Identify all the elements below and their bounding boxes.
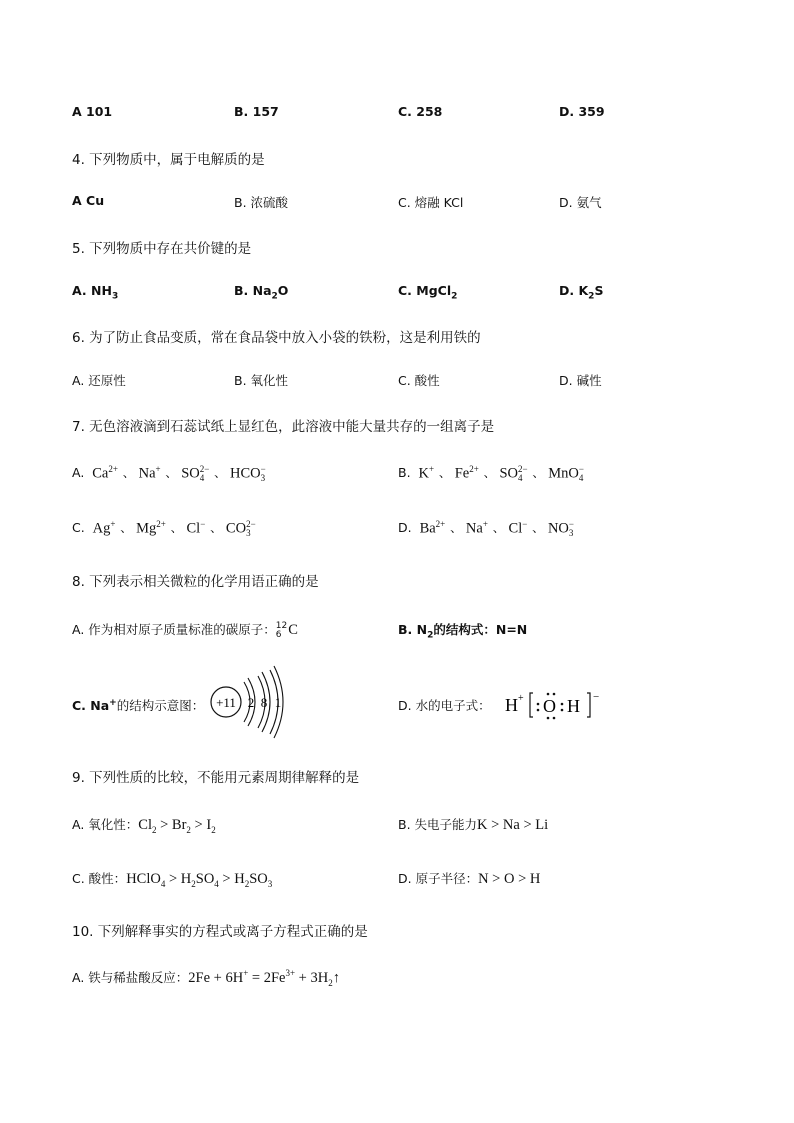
q5-option-a: A. $NH_3$ <box>72 283 119 302</box>
ion-separator: 、 <box>166 521 187 535</box>
ion: Ag + <box>92 518 116 536</box>
shell-count-2: 8 <box>260 695 268 710</box>
q7-a-ions <box>92 465 266 481</box>
q8-option-d: D. 水的电子式： <box>398 698 491 713</box>
q3-option-b: B. 157 <box>234 104 279 119</box>
ion-separator: 、 <box>161 466 182 480</box>
ion-separator: 、 <box>446 521 466 535</box>
ion: Cl − <box>186 518 206 536</box>
q7-stem: 7. 无色溶液滴到石蕊试纸上显红色，此溶液中能大量共存的一组离子是 <box>72 419 495 435</box>
ion-separator: 、 <box>118 466 139 480</box>
q3-option-d: D. 359 <box>559 104 605 119</box>
q6-option-b: B. 氧化性 <box>234 373 289 388</box>
ion: SO 2− 4 <box>181 463 210 483</box>
q6-stem: 6. 为了防止食品变质，常在食品袋中放入小袋的铁粉，这是利用铁的 <box>72 330 481 346</box>
q5-option-c: C. MgCl$_2$ <box>398 283 458 302</box>
q6-option-c: C. 酸性 <box>398 373 440 388</box>
q4-stem: 4. 下列物质中，属于电解质的是 <box>72 152 265 168</box>
ion-separator: 、 <box>210 466 230 480</box>
q6-option-a: A. 还原性 <box>72 373 126 388</box>
ion: K + <box>418 463 435 481</box>
svg-text:H: H <box>567 696 580 716</box>
q7-option-b: B. K + 、 Fe 2+ 、 SO 2− 4 、 MnO − 4 <box>398 463 584 483</box>
q9-option-b: B. 失电子能力K > Na > Li <box>398 817 549 833</box>
ion-separator: 、 <box>435 466 455 480</box>
q8-option-b: B. $N_2$的结构式：N=N <box>398 622 528 641</box>
q8-option-c: C. Na+的结构示意图： <box>72 697 205 713</box>
ion-separator: 、 <box>206 521 226 535</box>
q5-stem: 5. 下列物质中存在共价键的是 <box>72 241 252 257</box>
q9-option-a: A. 氧化性：$Cl_2 > Br_2 > I_2$ <box>72 817 216 835</box>
q9-option-d: D. 原子半径：N > O > H <box>398 871 541 887</box>
ion: Ba 2+ <box>419 518 446 536</box>
q3-option-c: C. 258 <box>398 104 443 119</box>
q4-option-a: A Cu <box>72 193 105 208</box>
q8-stem: 8. 下列表示相关微粒的化学用语正确的是 <box>72 574 319 590</box>
svg-text:H: H <box>505 695 518 715</box>
q4-option-c: C. 熔融 KCl <box>398 195 464 210</box>
ion: Na + <box>138 463 161 481</box>
ion: NO − 3 <box>547 518 574 538</box>
left-bracket <box>530 693 533 717</box>
shell-count-3: 1 <box>274 695 282 710</box>
nucleus-charge: +11 <box>216 695 236 710</box>
water-electron-formula <box>503 688 613 722</box>
ion-separator: 、 <box>479 466 500 480</box>
svg-text:+: + <box>518 693 524 704</box>
q8-option-a: A. 作为相对原子质量标准的碳原子： 12 6 C <box>72 620 298 640</box>
shell-count-1: 2 <box>247 695 255 710</box>
q5-option-d: D. $K_2S$ <box>559 283 604 302</box>
ion: HCO − 3 <box>230 463 266 483</box>
ion: Fe 2+ <box>454 463 479 481</box>
q7-option-c: C. Ag + 、 Mg 2+ 、 Cl − 、 CO 2− 3 <box>72 518 256 538</box>
q7-option-d: D. Ba 2+ 、 Na + 、 Cl − 、 NO − 3 <box>398 518 574 538</box>
ion-separator: 、 <box>528 521 548 535</box>
q7-d-ions <box>420 520 575 536</box>
q9-stem: 9. 下列性质的比较，不能用元素周期律解释的是 <box>72 770 360 786</box>
ion: Mg 2+ <box>136 518 166 536</box>
ion: CO 2− 3 <box>225 518 256 538</box>
q7-c-ions <box>93 520 257 536</box>
q7-b-ions <box>419 465 585 481</box>
right-bracket <box>587 693 590 717</box>
svg-text:O: O <box>543 696 556 716</box>
svg-text:−: − <box>593 691 600 703</box>
q10-option-a: A. 铁与稀盐酸反应：$2Fe + 6H^+ = 2Fe^{3+}$ + $3H_2↑$ <box>72 968 340 988</box>
ion: MnO − 4 <box>548 463 584 483</box>
q10-stem: 10. 下列解释事实的方程式或离子方程式正确的是 <box>72 924 368 940</box>
ion: SO 2− 4 <box>499 463 528 483</box>
ion-separator: 、 <box>116 521 137 535</box>
ion-separator: 、 <box>528 466 549 480</box>
q9-option-c: C. 酸性：HClO$_4$ > $H_2SO_4 > H_2SO_3$ <box>72 871 273 889</box>
ion: Na + <box>465 518 488 536</box>
q5-option-b: B. $Na_2O$ <box>234 283 289 302</box>
q6-option-d: D. 碱性 <box>559 373 602 388</box>
ion: Ca 2+ <box>92 463 118 481</box>
q4-option-b: B. 浓硫酸 <box>234 195 289 210</box>
q7-option-a: A. Ca 2+ 、 Na + 、 SO 2− 4 、 HCO − 3 <box>72 463 266 483</box>
q3-option-a: A 101 <box>72 104 113 119</box>
q4-option-d: D. 氨气 <box>559 195 602 210</box>
sodium-ion-structure-diagram <box>206 668 286 740</box>
ion-separator: 、 <box>488 521 509 535</box>
ion: Cl − <box>508 518 528 536</box>
